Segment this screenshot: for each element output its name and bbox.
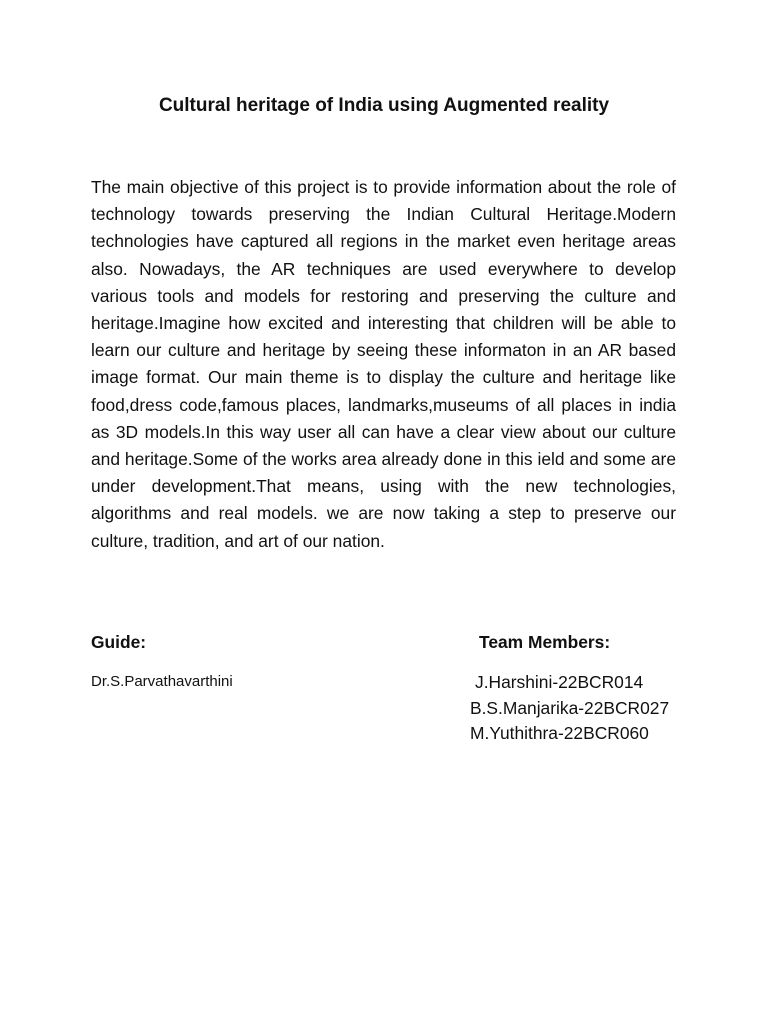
team-members-label: Team Members: <box>479 632 611 652</box>
team-member: M.Yuthithra-22BCR060 <box>470 723 649 743</box>
guide-name: Dr.S.Parvathavarthini <box>91 673 233 690</box>
team-member: J.Harshini-22BCR014 <box>475 672 644 692</box>
abstract-paragraph: The main objective of this project is to provide information about the role of technology towards preserving the Indian Cultural Heritage.Modern technologies have captured all regions in the market even heritage areas also. Nowadays, the AR techniques are used everywhere to develop various tools and models for restoring and preserving the culture and heritage.Imagine how excited and interesting that children will be able to learn our culture and heritage by seeing these informaton in an AR based image format. Our main theme is to display the culture and heritage like food,dress code,famous places, landmarks,museums of all places in india as 3D models.In this way user all can have a clear view about our culture and heritage.Some of the works area already done in this ield and some are under development.That means, using with the new technologies, algorithms and real models. we are now taking a step to preserve our culture, tradition, and art of our nation. <box>91 177 676 551</box>
team-members-list <box>470 670 669 747</box>
document-title: Cultural heritage of India using Augmented reality <box>158 95 610 116</box>
team-member: B.S.Manjarika-22BCR027 <box>470 697 670 718</box>
guide-label: Guide: <box>91 632 147 652</box>
